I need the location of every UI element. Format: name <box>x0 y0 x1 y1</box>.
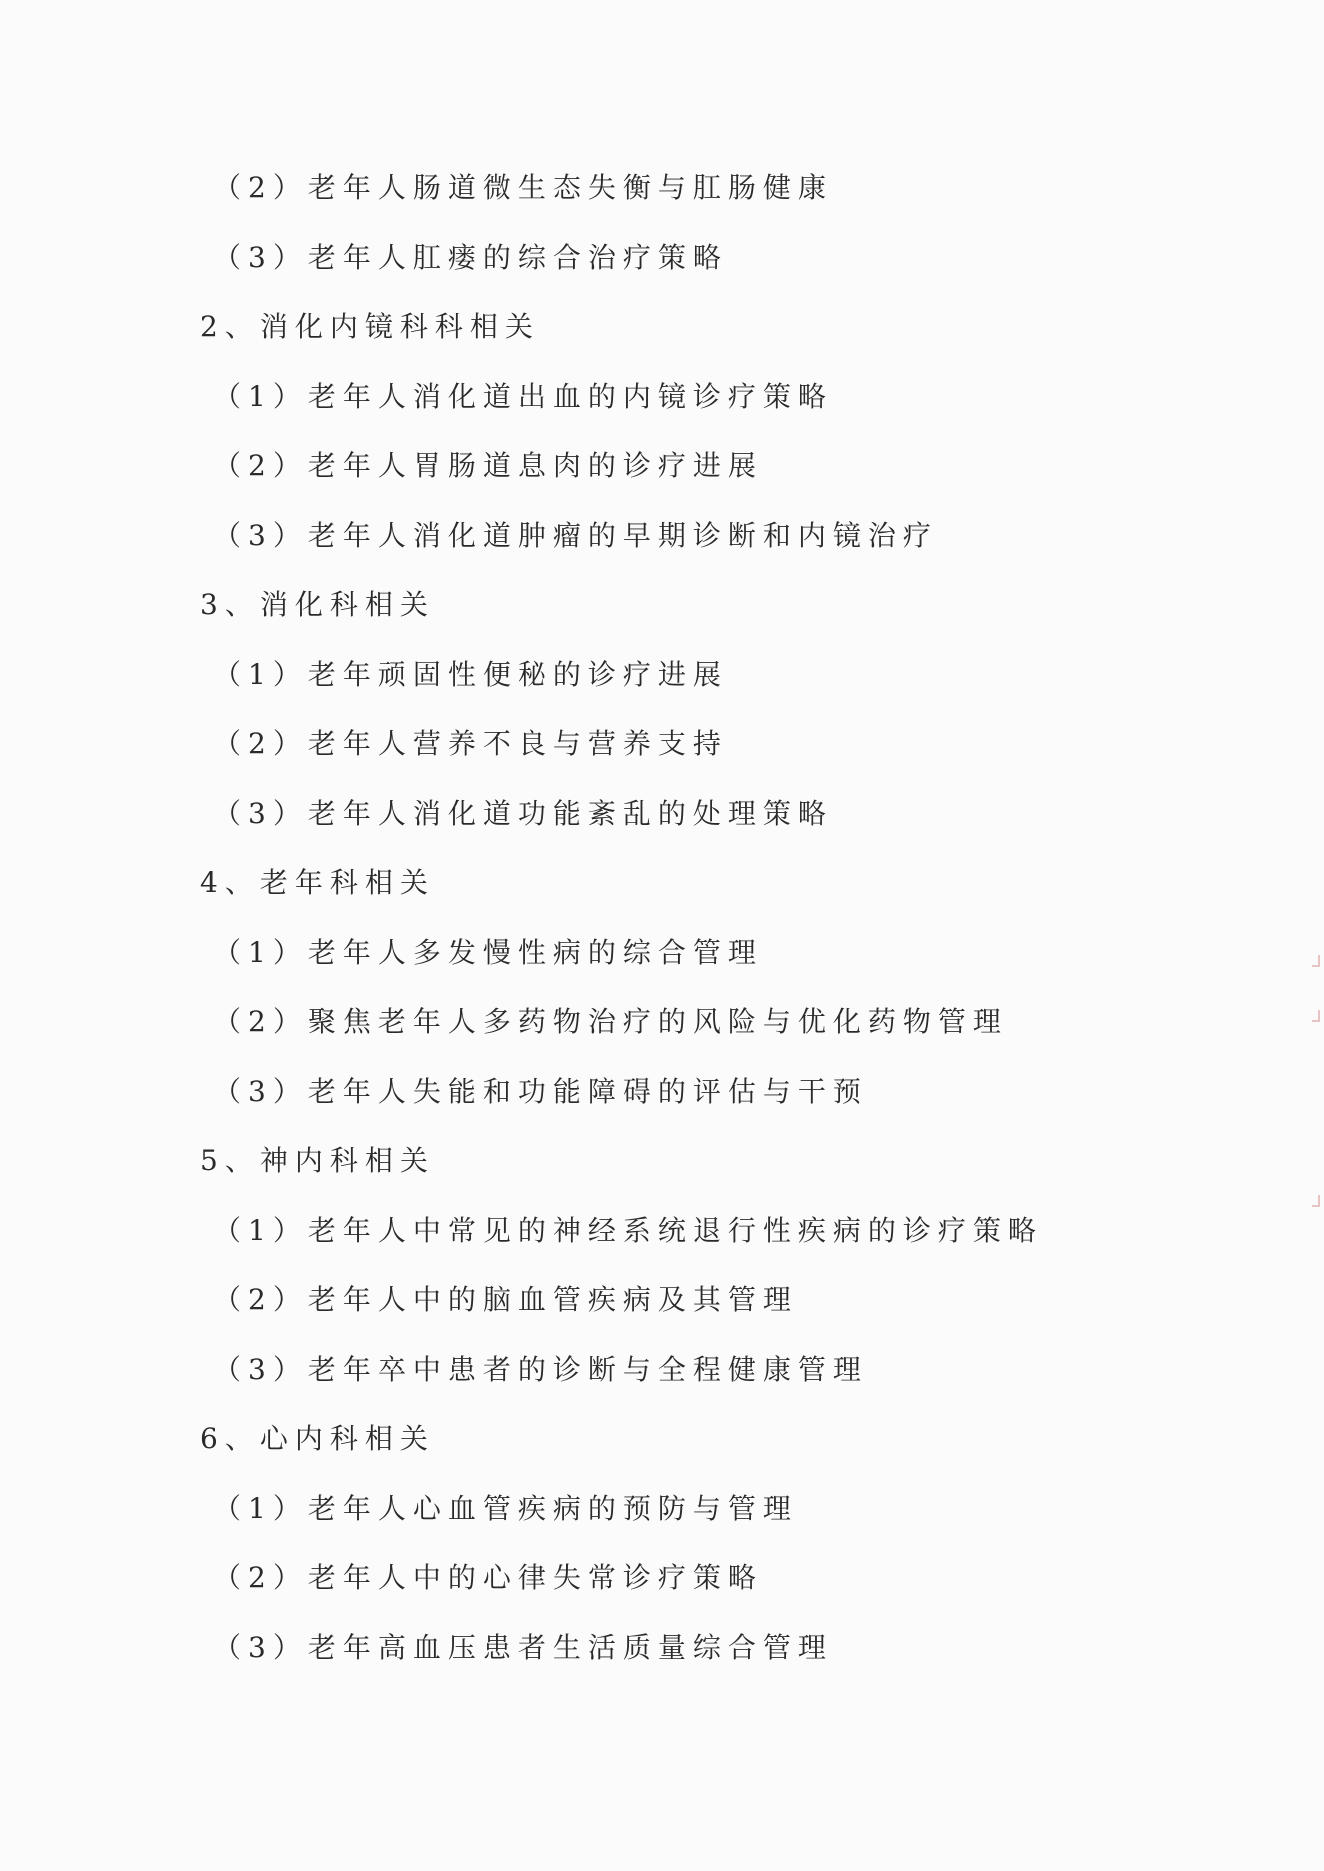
list-item: （2）老年人中的心律失常诊疗策略 <box>213 1561 763 1594</box>
section-heading: 5、神内科相关 <box>200 1144 435 1177</box>
list-item: （1）老年人中常见的神经系统退行性疾病的诊疗策略 <box>213 1214 1043 1247</box>
section-heading: 2、消化内镜科科相关 <box>200 310 540 343</box>
list-item: （2）聚焦老年人多药物治疗的风险与优化药物管理 <box>213 1005 1008 1038</box>
list-item: （3）老年卒中患者的诊断与全程健康管理 <box>213 1353 868 1386</box>
list-item: （1）老年人多发慢性病的综合管理 <box>213 936 763 969</box>
list-item: （3）老年人肛瘘的综合治疗策略 <box>213 241 728 274</box>
list-item: （1）老年人消化道出血的内镜诊疗策略 <box>213 380 833 413</box>
seal-fragment-mark <box>1312 1195 1320 1207</box>
list-item: （2）老年人营养不良与营养支持 <box>213 727 728 760</box>
section-heading: 3、消化科相关 <box>200 588 435 621</box>
list-item: （2）老年人中的脑血管疾病及其管理 <box>213 1283 798 1316</box>
list-item: （3）老年人消化道肿瘤的早期诊断和内镜治疗 <box>213 519 938 552</box>
list-item: （3）老年高血压患者生活质量综合管理 <box>213 1631 833 1664</box>
list-item: （1）老年顽固性便秘的诊疗进展 <box>213 658 728 691</box>
seal-fragment-mark <box>1312 1010 1320 1022</box>
list-item: （2）老年人胃肠道息肉的诊疗进展 <box>213 449 763 482</box>
section-heading: 6、心内科相关 <box>200 1422 435 1455</box>
list-item: （3）老年人失能和功能障碍的评估与干预 <box>213 1075 868 1108</box>
seal-fragment-mark <box>1312 955 1320 967</box>
list-item: （3）老年人消化道功能紊乱的处理策略 <box>213 797 833 830</box>
list-item: （2）老年人肠道微生态失衡与肛肠健康 <box>213 171 833 204</box>
list-item: （1）老年人心血管疾病的预防与管理 <box>213 1492 798 1525</box>
section-heading: 4、老年科相关 <box>200 866 435 899</box>
